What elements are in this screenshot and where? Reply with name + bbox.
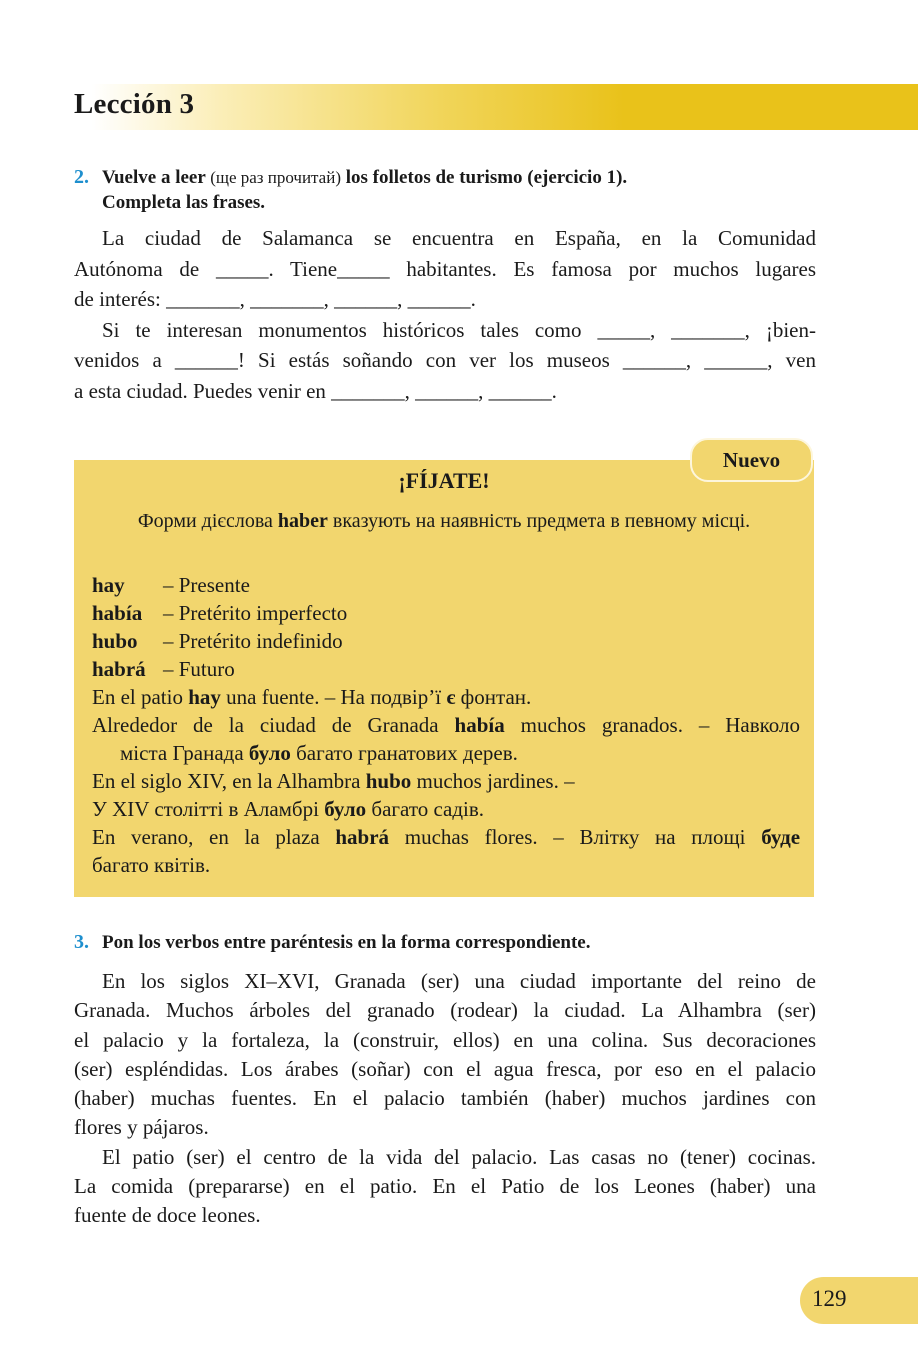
- paragraph-line: Si te interesan monumentos históricos tales como _____, _______, ¡bien-: [102, 317, 816, 342]
- example-sentence: Alrededor de la ciudad de Granada había muchos granados. – Навколо: [92, 713, 801, 737]
- example-sentence: En verano, en la plaza habrá muchas flores. – Влітку на площі буде: [92, 825, 801, 849]
- example-sentence-continued: багато квітів.: [92, 853, 211, 877]
- exercise-3: [74, 930, 816, 1231]
- paragraph-line: La comida (prepararse) en el patio. En el Patio de los Leones (haber) una: [74, 1174, 816, 1199]
- paragraph-line: Autónoma de _____. Tiene_____ habitantes. Es famosa por muchos lugares: [74, 256, 816, 281]
- paragraph-line: el palacio y la fortaleza, la (construir, ellos) en una colina. Sus decoraciones: [74, 1027, 816, 1052]
- exercise-number: 3.: [74, 931, 89, 953]
- example-sentence: En el patio hay una fuente. – На подвір’ї є фонтан.: [92, 685, 532, 709]
- exercise-2-text: [74, 223, 816, 407]
- paragraph-line: La ciudad de Salamanca se encuentra en España, en la Comunidad: [102, 226, 816, 250]
- new-badge: Nuevo: [690, 438, 813, 482]
- exercise-2-instruction: 2. Vuelve a leer (ще раз прочитай) los folletos de turismo (ejercicio 1). Completa las frases.: [74, 166, 628, 213]
- paragraph-line: a esta ciudad. Puedes venir en _______, ______, ______.: [74, 378, 557, 403]
- example-sentence: En el siglo XIV, en la Alhambra hubo muchos jardines. –: [92, 769, 575, 793]
- fijate-body: [92, 571, 800, 879]
- fijate-note: Форми дієслова haber вказують на наявність предмета в певному місці.: [137, 510, 751, 532]
- fijate-box: [74, 460, 814, 897]
- exercise-2: [74, 165, 816, 407]
- exercise-3-instruction: 3. Pon los verbos entre paréntesis en la forma correspondiente.: [74, 931, 591, 953]
- example-translation: У XIV столітті в Аламбрі було багато садів.: [92, 797, 485, 821]
- verb-form-row: hay – Presente: [92, 573, 250, 597]
- paragraph-line: venidos a ______! Si estás soñando con ver los museos ______, ______, ven: [74, 348, 816, 373]
- paragraph-line: fuente de doce leones.: [74, 1203, 261, 1228]
- paragraph-line: (haber) muchas fuentes. En el palacio también (haber) muchos jardines con: [74, 1086, 816, 1111]
- paragraph-line: En los siglos XI–XVI, Granada (ser) una ciudad importante del reino de: [102, 969, 816, 993]
- paragraph-line: de interés: _______, _______, ______, ______.: [74, 287, 476, 312]
- paragraph-line: flores y pájaros.: [74, 1115, 209, 1140]
- example-sentence-continued: міста Гранада було багато гранатових дерев.: [120, 741, 518, 765]
- verb-form-row: había – Pretérito imperfecto: [92, 601, 348, 625]
- paragraph-line: Granada. Muchos árboles del granado (rodear) la ciudad. La Alhambra (ser): [74, 998, 816, 1023]
- paragraph-line: El patio (ser) el centro de la vida del palacio. Las casas no (tener) cocinas.: [102, 1144, 816, 1169]
- paragraph-line: (ser) espléndidas. Los árabes (soñar) con el agua fresca, por eso en el palacio: [74, 1056, 816, 1081]
- page-number: 129: [812, 1286, 847, 1311]
- exercise-3-text: [74, 967, 816, 1231]
- fijate-title: ¡FÍJATE!: [398, 468, 490, 493]
- verb-form-row: habrá – Futuro: [92, 657, 235, 681]
- lesson-title: Lección 3: [74, 88, 195, 120]
- verb-form-row: hubo – Pretérito indefinido: [92, 629, 343, 653]
- exercise-number: 2.: [74, 166, 89, 188]
- page-number-tab: [800, 1277, 918, 1324]
